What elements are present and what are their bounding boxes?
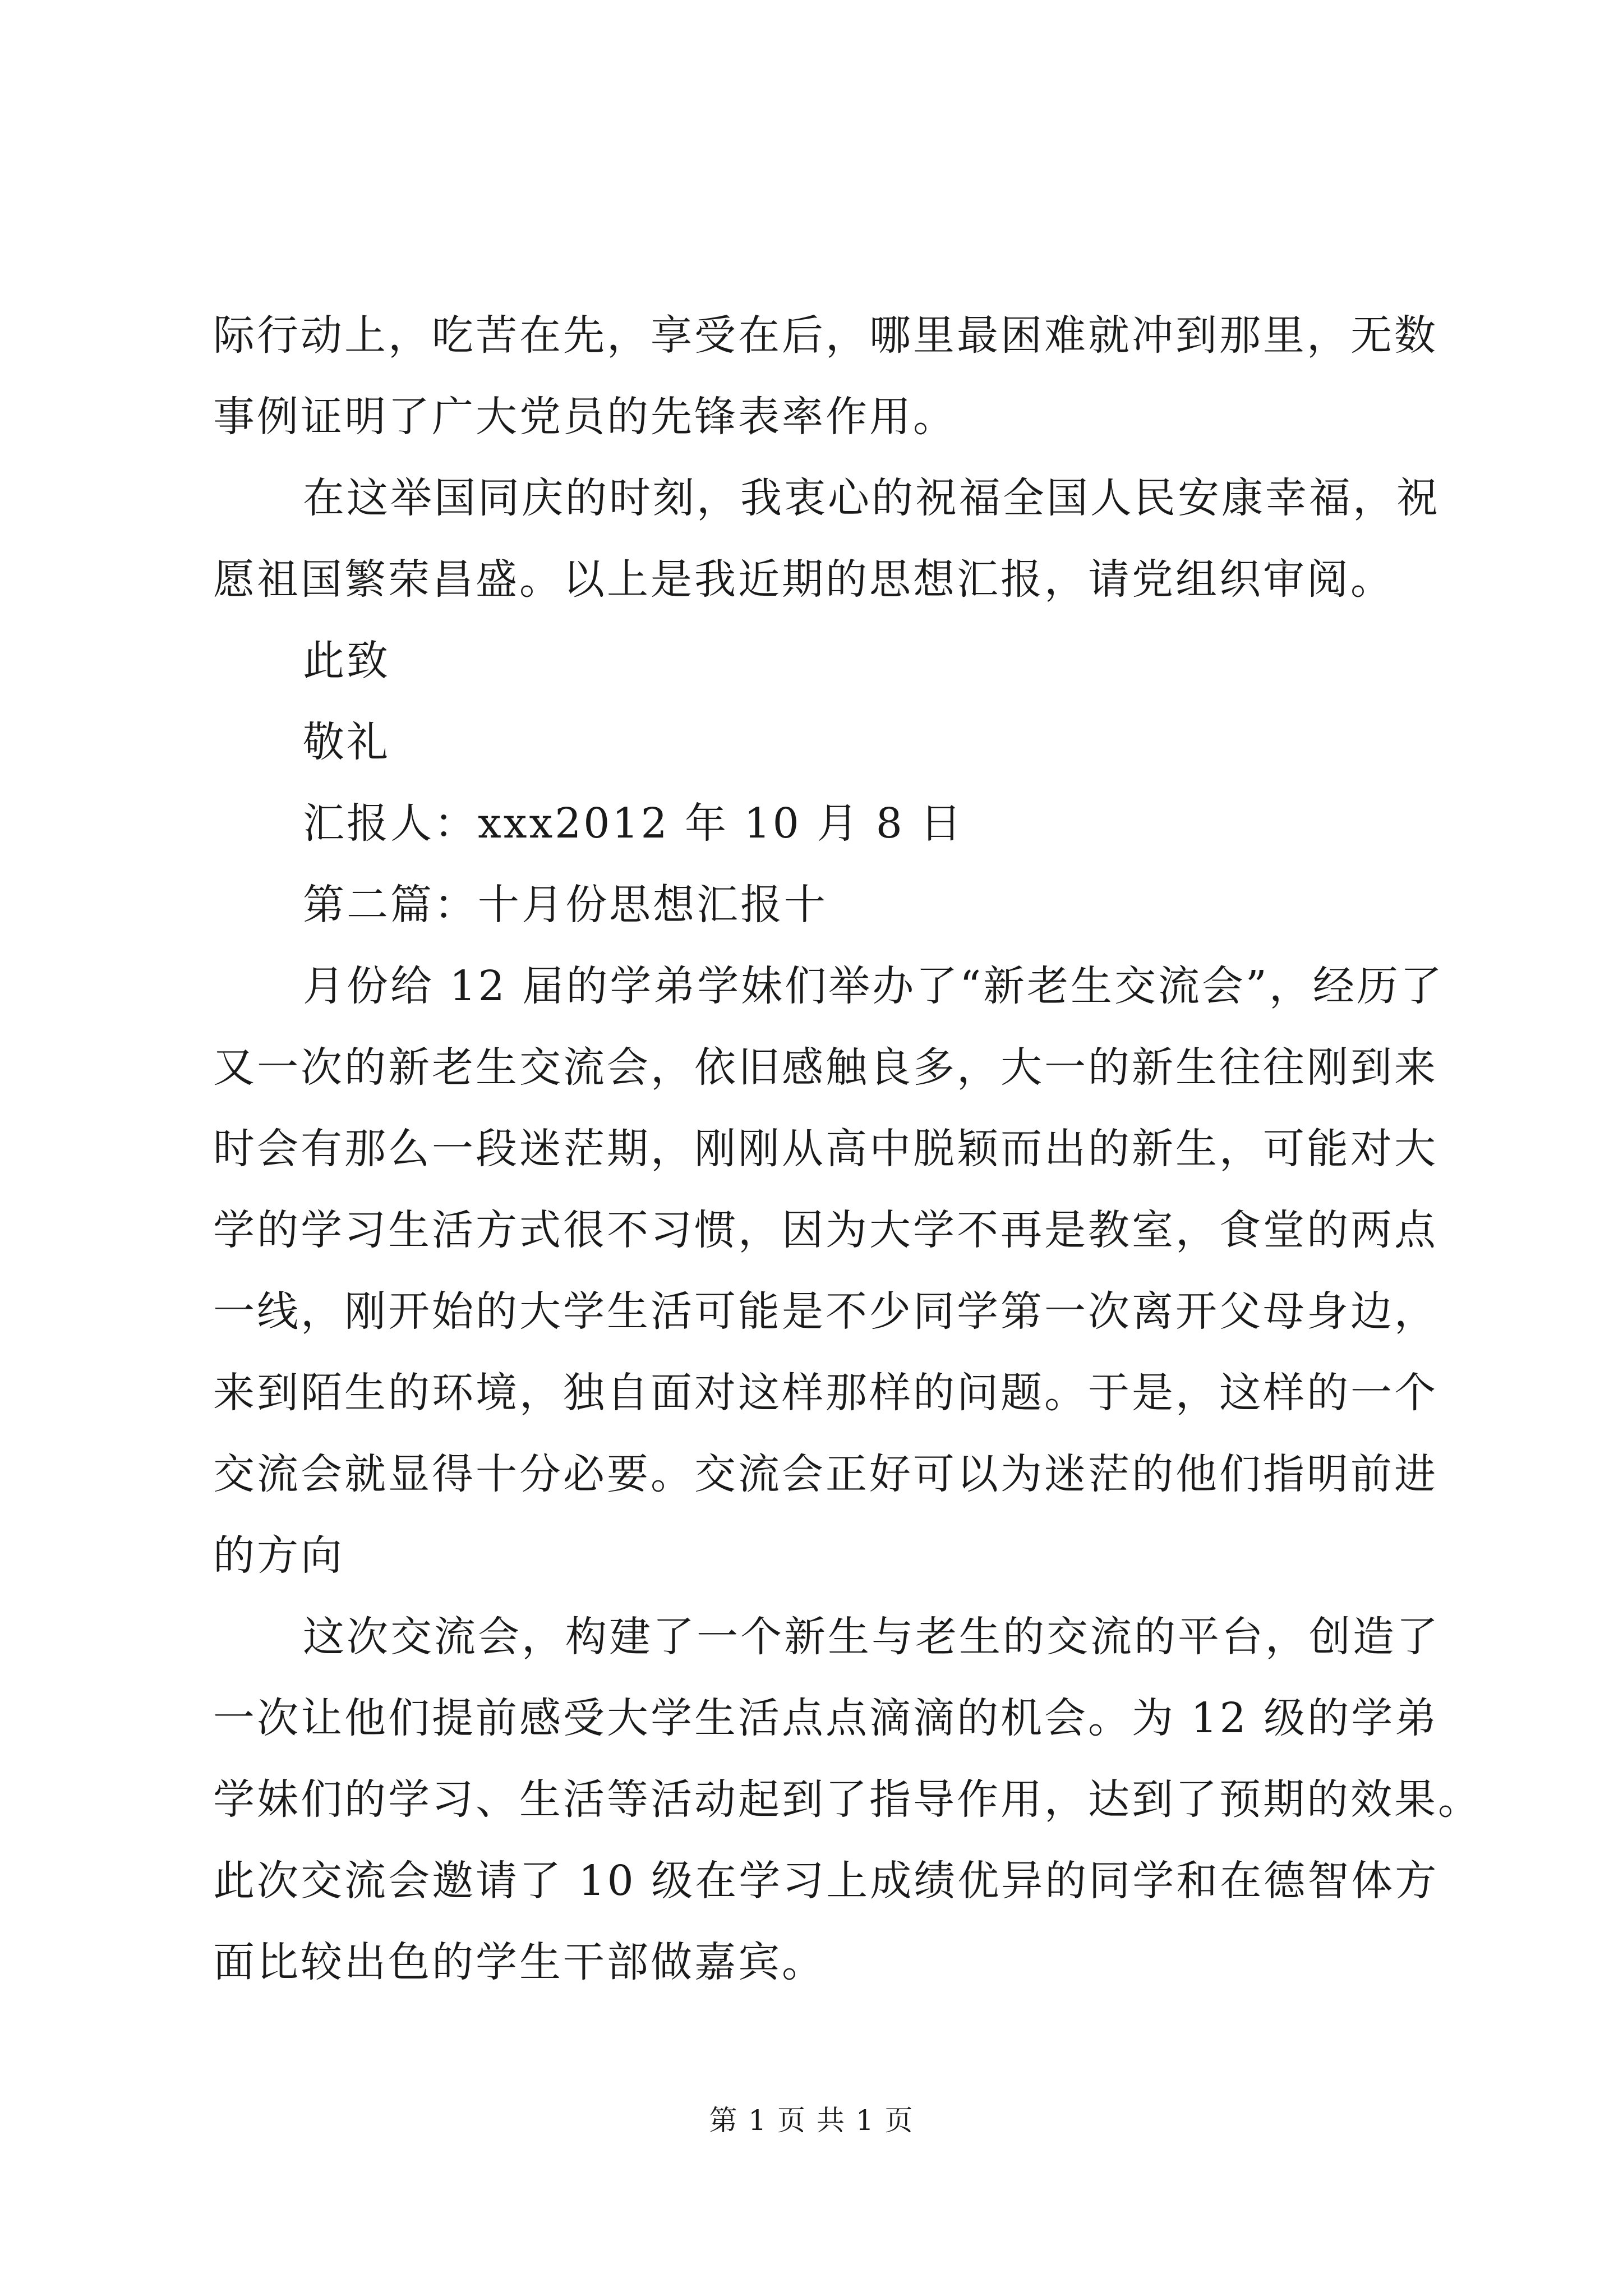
text-line-6: 敬礼 [303,718,390,766]
text-line-14: 来到陌生的环境，独自面对这样那样的问题。于是，这样的一个 [213,1369,1438,1417]
text-line-4: 愿祖国繁荣昌盛。以上是我近期的思想汇报，请党组织审阅。 [213,555,1394,604]
text-line-5: 此致 [303,637,390,685]
text-line-8: 第二篇：十月份思想汇报十 [303,881,828,929]
text-line-15: 交流会就显得十分必要。交流会正好可以为迷茫的他们指明前进 [213,1450,1438,1498]
text-line-13: 一线，刚开始的大学生活可能是不少同学第一次离开父母身边， [213,1287,1438,1336]
text-line-16: 的方向 [213,1531,344,1580]
text-line-19: 学妹们的学习、生活等活动起到了指导作用，达到了预期的效果。 [213,1775,1482,1824]
text-line-12: 学的学习生活方式很不习惯，因为大学不再是教室，食堂的两点 [213,1206,1438,1254]
text-line-9: 月份给 12 届的学弟学妹们举办了“新老生交流会”，经历了 [303,962,1444,1010]
text-line-2: 事例证明了广大党员的先锋表率作用。 [213,393,957,441]
text-line-7: 汇报人：xxx2012 年 10 月 8 日 [303,799,964,848]
page-footer: 第 1 页 共 1 页 [709,2104,914,2137]
text-line-10: 又一次的新老生交流会，依旧感触良多，大一的新生往往刚到来 [213,1043,1438,1092]
text-line-1: 际行动上，吃苦在先，享受在后，哪里最困难就冲到那里，无数 [213,311,1438,360]
text-line-11: 时会有那么一段迷茫期，刚刚从高中脱颖而出的新生，可能对大 [213,1125,1438,1173]
text-line-3: 在这举国同庆的时刻，我衷心的祝福全国人民安康幸福，祝 [303,474,1440,522]
text-line-21: 面比较出色的学生干部做嘉宾。 [213,1938,826,1986]
text-line-20: 此次交流会邀请了 10 级在学习上成绩优异的同学和在德智体方 [213,1857,1439,1905]
text-line-18: 一次让他们提前感受大学生活点点滴滴的机会。为 12 级的学弟 [213,1694,1439,1742]
text-line-17: 这次交流会，构建了一个新生与老生的交流的平台，创造了 [303,1613,1440,1661]
